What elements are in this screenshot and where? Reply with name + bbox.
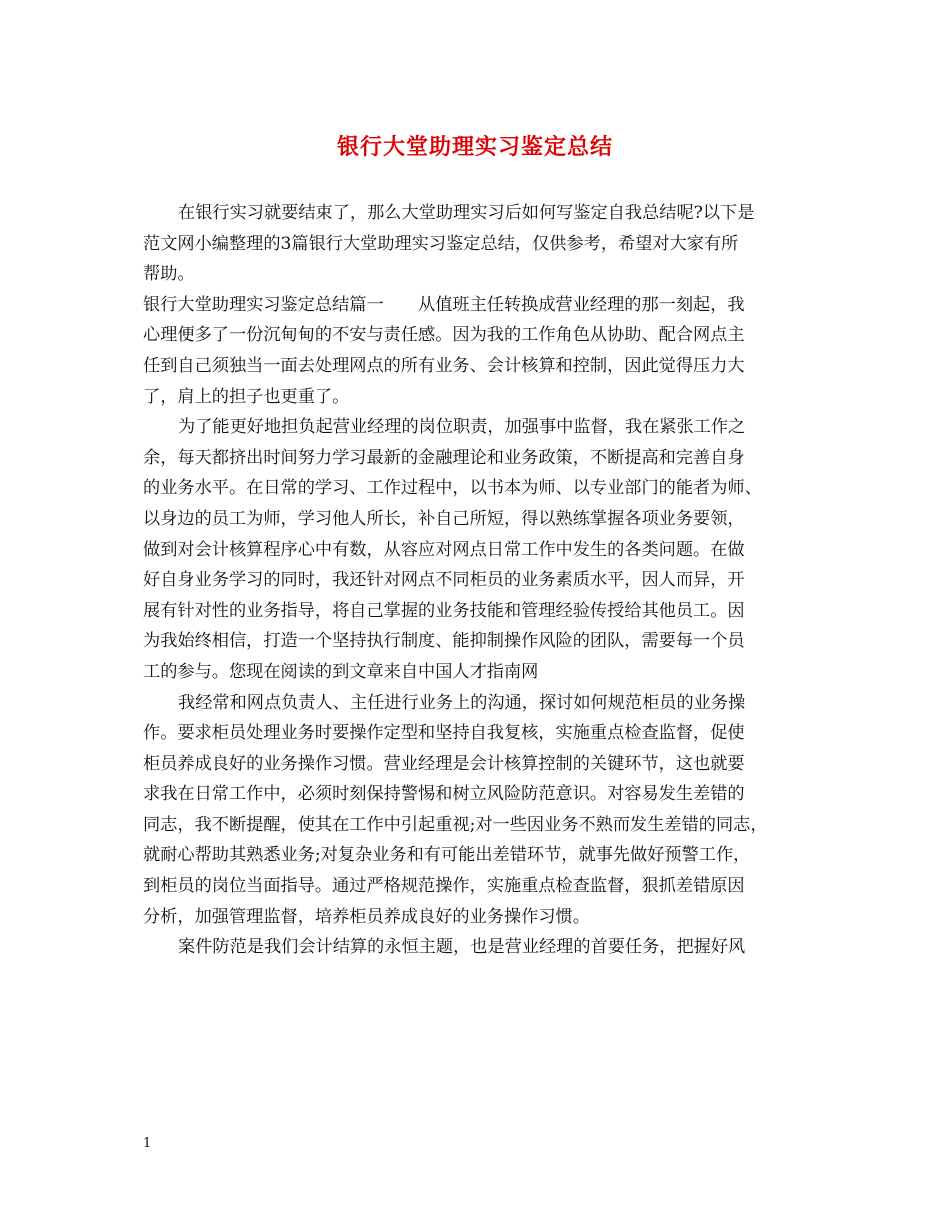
text-line: 范文网小编整理的3篇银行大堂助理实习鉴定总结，仅供参考，希望对大家有所 (143, 233, 739, 254)
text-line: 以身边的员工为师，学习他人所长，补自己所短，得以熟练掌握各项业务要领， (143, 508, 745, 529)
text-line: 到柜员的岗位当面指导。通过严格规范操作，实施重点检查监督，狠抓差错原因 (143, 876, 745, 897)
text-line: 案件防范是我们会计结算的永恒主题，也是营业经理的首要任务，把握好风 (178, 937, 746, 958)
text-line: 余，每天都挤出时间努力学习最新的金融理论和业务政策，不断提高和完善自身 (143, 447, 745, 468)
text-line: 的业务水平。在日常的学习、工作过程中，以书本为师、以专业部门的能者为师、 (143, 478, 762, 499)
document-title: 银行大堂助理实习鉴定总结 (336, 134, 613, 160)
text-line: 心理便多了一份沉甸甸的不安与责任感。因为我的工作角色从协助、配合网点主 (143, 325, 745, 346)
text-line: 我经常和网点负责人、主任进行业务上的沟通，探讨如何规范柜员的业务操 (178, 692, 746, 713)
text-line: 任到自己须独当一面去处理网点的所有业务、会计核算和控制，因此觉得压力大 (143, 355, 745, 376)
text-line: 为了能更好地担负起营业经理的岗位职责，加强事中监督，我在紧张工作之 (178, 417, 746, 438)
text-line: 求我在日常工作中，必须时刻保持警惕和树立风险防范意识。对容易发生差错的 (143, 784, 745, 805)
text-line: 为我始终相信，打造一个坚持执行制度、能抑制操作风险的团队，需要每一个员 (143, 631, 745, 652)
text-line: 工的参与。您现在阅读的到文章来自中国人才指南网 (143, 661, 539, 682)
text-line: 作。要求柜员处理业务时要操作定型和坚持自我复核，实施重点检查监督，促使 (143, 723, 745, 744)
text-line: 就耐心帮助其熟悉业务;对复杂业务和有可能出差错环节，就事先做好预警工作， (143, 845, 751, 866)
page-number: 1 (143, 1136, 152, 1151)
text-line: 了，肩上的担子也更重了。 (143, 386, 350, 407)
text-line: 展有针对性的业务指导，将自己掌握的业务技能和管理经验传授给其他员工。因 (143, 600, 745, 621)
text-line: 在银行实习就要结束了，那么大堂助理实习后如何写鉴定自我总结呢?以下是 (178, 203, 755, 223)
text-line: 帮助。 (143, 264, 195, 285)
text-line: 同志，我不断提醒，使其在工作中引起重视;对一些因业务不熟而发生差错的同志， (143, 814, 768, 835)
document-body (143, 198, 818, 963)
text-line: 好自身业务学习的同时，我还针对网点不同柜员的业务素质水平，因人而异，开 (143, 570, 745, 591)
text-line: 柜员养成良好的业务操作习惯。营业经理是会计核算控制的关键环节，这也就要 (143, 753, 745, 774)
text-line: 分析，加强管理监督，培养柜员养成良好的业务操作习惯。 (143, 906, 590, 927)
text-line: 做到对会计核算程序心中有数，从容应对网点日常工作中发生的各类问题。在做 (143, 539, 745, 560)
text-line: 银行大堂助理实习鉴定总结篇一 从值班主任转换成营业经理的那一刻起，我 (143, 294, 745, 315)
